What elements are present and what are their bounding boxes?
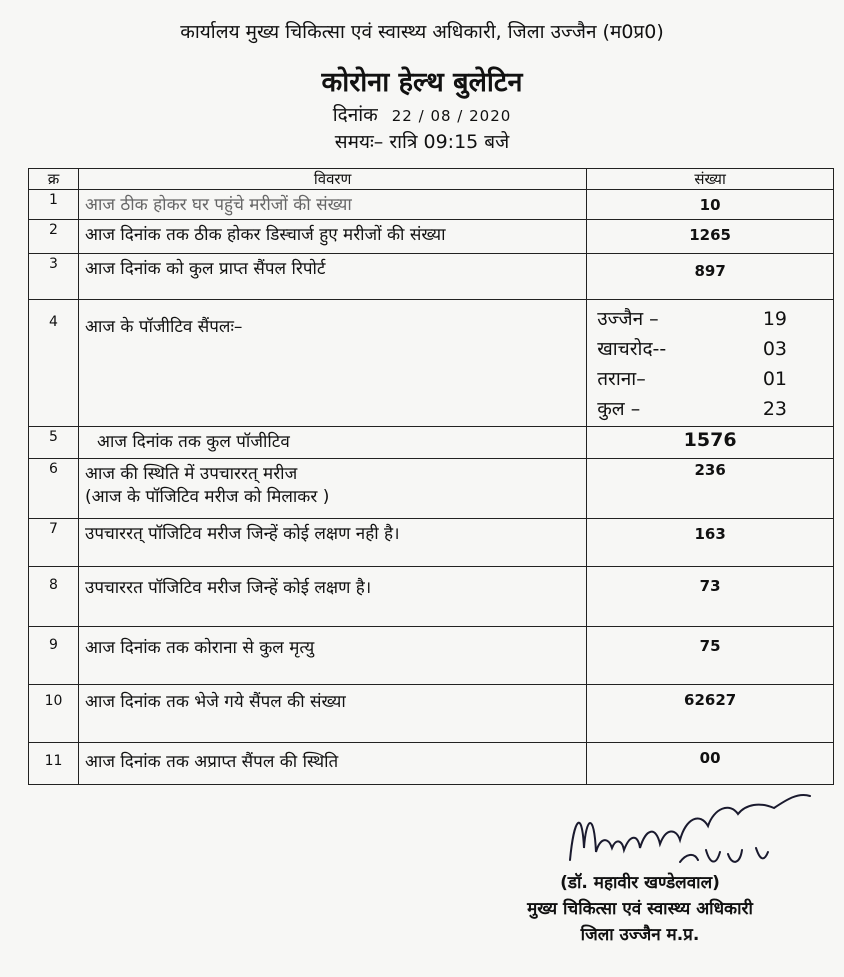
positive-breakdown bbox=[587, 300, 834, 427]
table-header-row bbox=[29, 169, 834, 190]
header-count: संख्या bbox=[587, 169, 834, 190]
row-serial: 2 bbox=[29, 220, 79, 254]
row-description: आज के पॉजीटिव सैंपलः– bbox=[79, 300, 587, 427]
row-description: आज दिनांक को कुल प्राप्त सैंपल रिपोर्ट bbox=[79, 254, 587, 300]
table-row bbox=[29, 427, 834, 459]
row-description: आज दिनांक तक कुल पॉजीटिव bbox=[79, 427, 587, 459]
date-line bbox=[0, 101, 844, 127]
date-value: 22 / 08 / 2020 bbox=[391, 107, 512, 125]
row-value: 1576 bbox=[587, 427, 834, 459]
row-description: आज दिनांक तक अप्राप्त सैंपल की स्थिति bbox=[79, 743, 587, 785]
signatory-place: जिला उज्जैन म.प्र. bbox=[580, 925, 700, 945]
table-row bbox=[29, 220, 834, 254]
row-value: 1265 bbox=[587, 220, 834, 254]
header-serial: क्र bbox=[29, 169, 79, 190]
positive-entry-total: कुल – 23 bbox=[597, 398, 787, 420]
bulletin-title: कोरोना हेल्थ बुलेटिन bbox=[321, 67, 523, 98]
table-row bbox=[29, 254, 834, 300]
row-value: 62627 bbox=[587, 685, 834, 743]
header-description: विवरण bbox=[79, 169, 587, 190]
signatory-designation: मुख्य चिकित्सा एवं स्वास्थ्य अधिकारी bbox=[527, 899, 753, 919]
row-serial: 3 bbox=[29, 254, 79, 300]
positive-entry-khachrod: खाचरोद-- 03 bbox=[597, 338, 787, 360]
positive-entry-tarana: तराना– 01 bbox=[597, 368, 787, 390]
row-description: आज ठीक होकर घर पहुंचे मरीजों की संख्या bbox=[79, 190, 587, 220]
row-description: आज दिनांक तक कोराना से कुल मृत्यु bbox=[79, 627, 587, 685]
row-description: उपचाररत पॉजिटिव मरीज जिन्हें कोई लक्षण है। bbox=[79, 567, 587, 627]
row-serial: 11 bbox=[29, 743, 79, 785]
date-label: दिनांक bbox=[332, 104, 378, 126]
row-serial: 9 bbox=[29, 627, 79, 685]
table-row bbox=[29, 300, 834, 427]
row-description: आज दिनांक तक ठीक होकर डिस्चार्ज हुए मरीजों की संख्या bbox=[79, 220, 587, 254]
row-serial: 6 bbox=[29, 459, 79, 519]
table-row bbox=[29, 627, 834, 685]
row-description-note: (आज के पॉजिटिव मरीज को मिलाकर ) bbox=[85, 487, 330, 507]
row-value: 73 bbox=[587, 567, 834, 627]
signatory-name: (डॉ. महावीर खण्डेलवाल) bbox=[560, 873, 720, 893]
row-serial: 7 bbox=[29, 519, 79, 567]
row-value: 10 bbox=[587, 190, 834, 220]
row-description: आज दिनांक तक भेजे गये सैंपल की संख्या bbox=[79, 685, 587, 743]
handwritten-signature bbox=[560, 778, 820, 878]
row-value: 897 bbox=[587, 254, 834, 300]
bulletin-table bbox=[28, 168, 834, 785]
row-description-line: आज की स्थिति में उपचाररत् मरीज bbox=[85, 464, 298, 484]
positive-entry-ujjain: उज्जैन – 19 bbox=[597, 308, 787, 330]
row-serial: 10 bbox=[29, 685, 79, 743]
time-line bbox=[0, 128, 844, 154]
row-value: 163 bbox=[587, 519, 834, 567]
row-serial: 5 bbox=[29, 427, 79, 459]
table-row bbox=[29, 190, 834, 220]
row-value: 75 bbox=[587, 627, 834, 685]
row-value: 236 bbox=[587, 459, 834, 519]
office-heading: कार्यालय मुख्य चिकित्सा एवं स्वास्थ्य अधिकारी, जिला उज्जैन (म0प्र0) bbox=[180, 21, 664, 43]
table-row bbox=[29, 459, 834, 519]
time-label: समयः– bbox=[334, 131, 384, 153]
table-row bbox=[29, 685, 834, 743]
row-description bbox=[79, 459, 587, 519]
row-serial: 8 bbox=[29, 567, 79, 627]
row-serial: 4 bbox=[29, 300, 79, 427]
row-description: उपचाररत् पॉजिटिव मरीज जिन्हें कोई लक्षण नही है। bbox=[79, 519, 587, 567]
row-serial: 1 bbox=[29, 190, 79, 220]
table-row bbox=[29, 519, 834, 567]
time-value: रात्रि 09:15 बजे bbox=[389, 131, 510, 153]
table-row bbox=[29, 567, 834, 627]
row-value: 00 bbox=[587, 743, 834, 785]
